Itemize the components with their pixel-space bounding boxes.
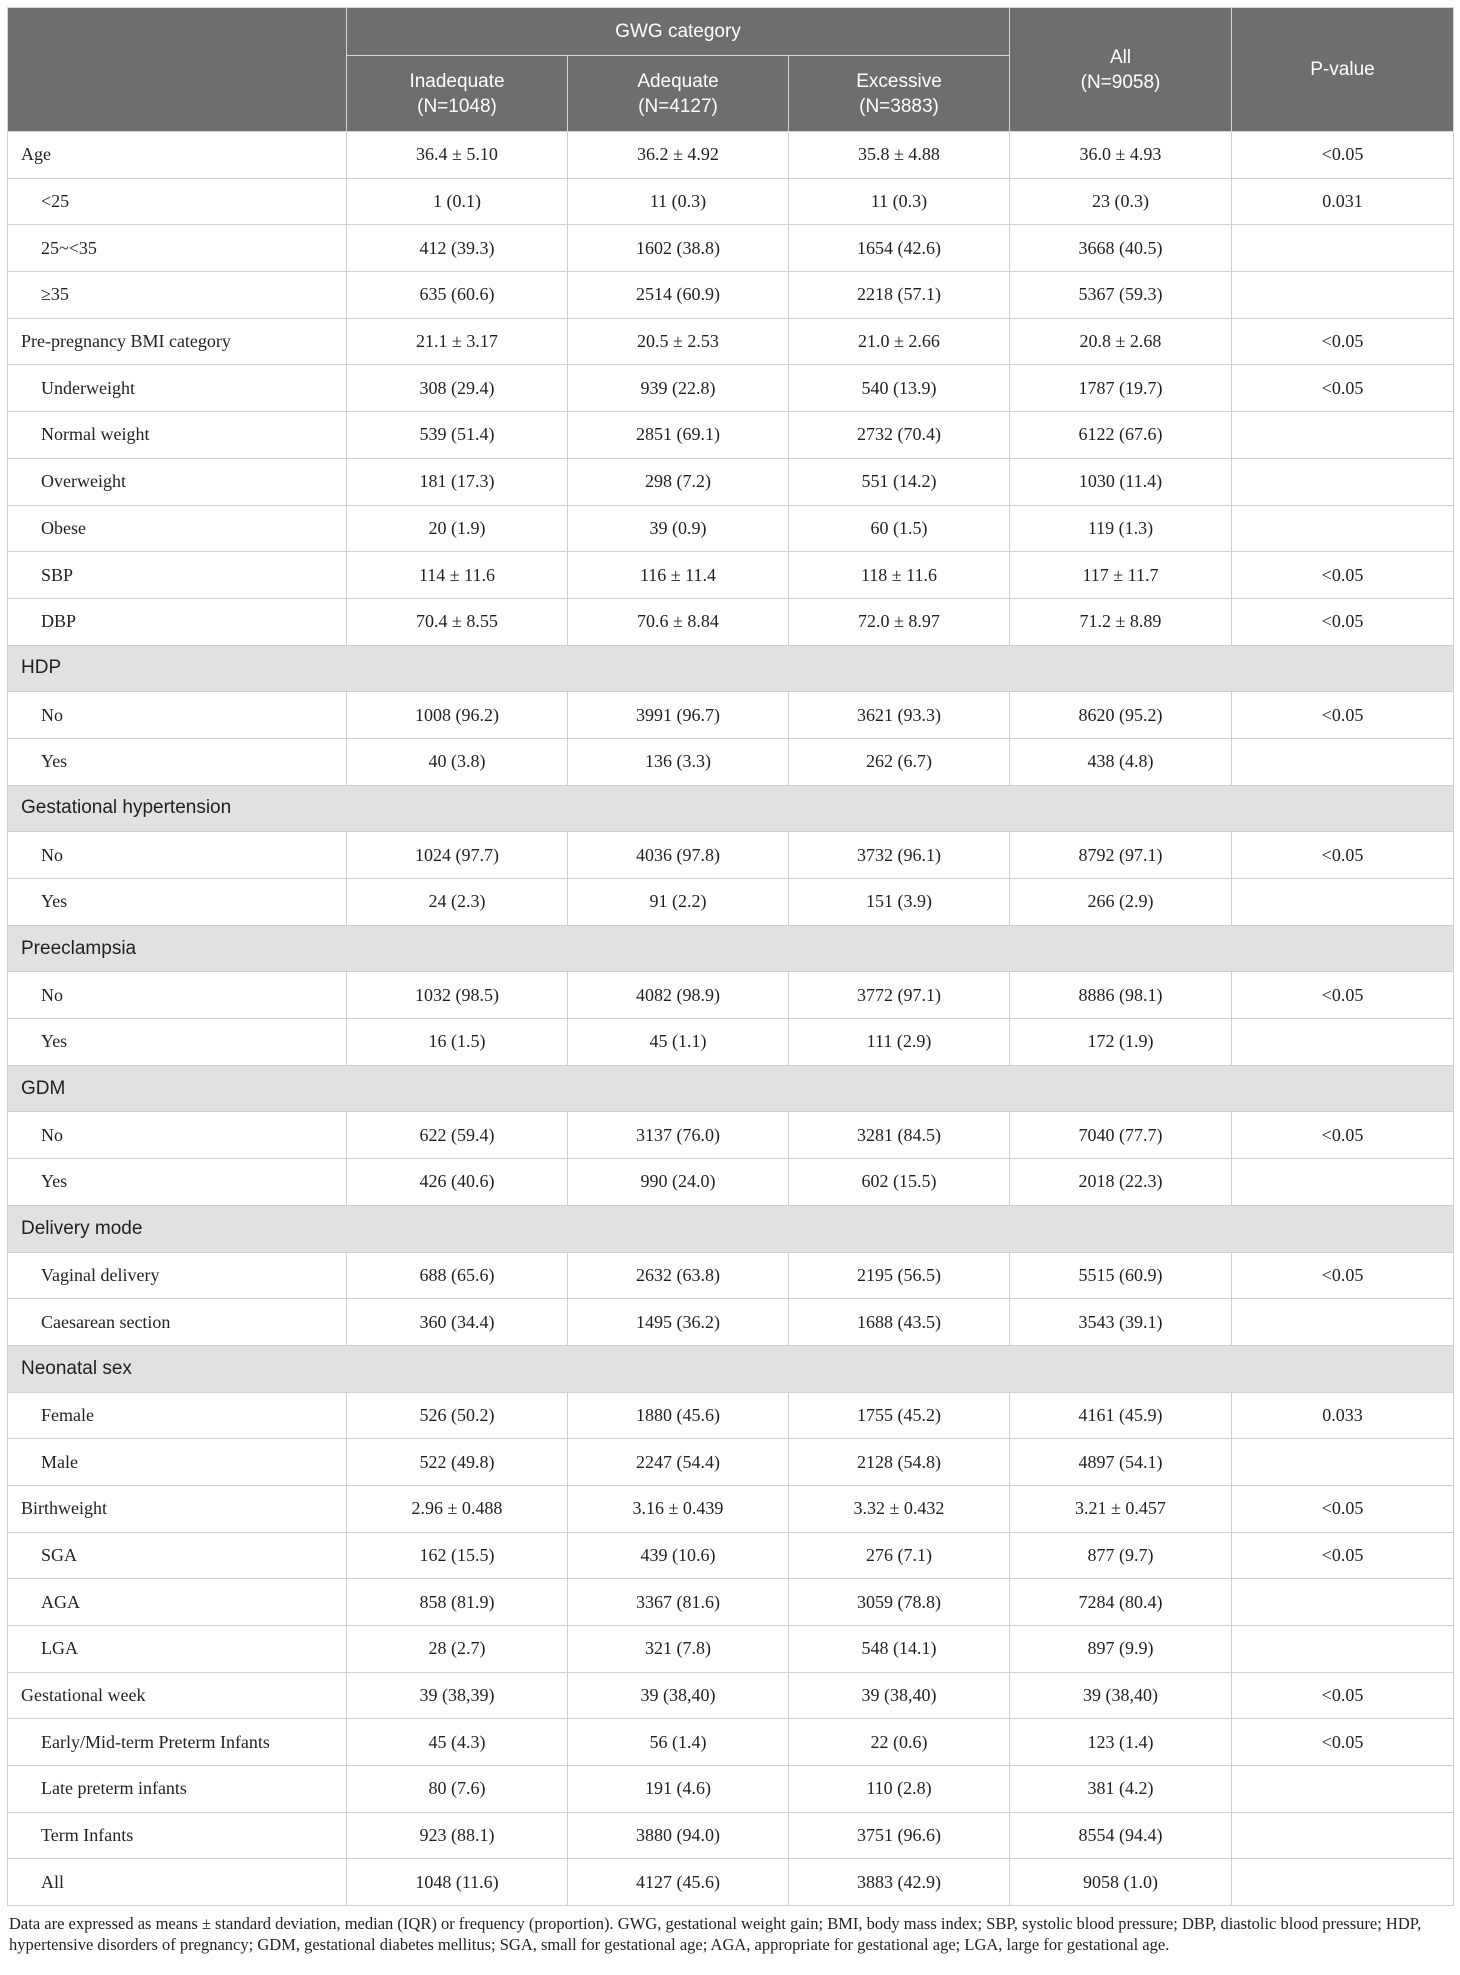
cell-adequate: 191 (4.6) [568, 1766, 789, 1813]
cell-inadequate: 181 (17.3) [347, 458, 568, 505]
table-row [8, 1159, 1454, 1206]
cell-pvalue: <0.05 [1232, 832, 1454, 879]
cell-pvalue [1232, 458, 1454, 505]
cell-all: 8620 (95.2) [1010, 692, 1232, 739]
cell-excessive: 602 (15.5) [789, 1159, 1010, 1206]
row-label: Early/Mid-term Preterm Infants [8, 1719, 347, 1766]
cell-all: 7284 (80.4) [1010, 1579, 1232, 1626]
row-label: No [8, 1112, 347, 1159]
table-row [8, 1392, 1454, 1439]
section-label: Delivery mode [8, 1205, 1454, 1252]
cell-pvalue [1232, 1159, 1454, 1206]
cell-adequate: 136 (3.3) [568, 738, 789, 785]
table-row [8, 458, 1454, 505]
cell-inadequate: 412 (39.3) [347, 225, 568, 272]
cell-all: 3668 (40.5) [1010, 225, 1232, 272]
cell-adequate: 3137 (76.0) [568, 1112, 789, 1159]
cell-adequate: 439 (10.6) [568, 1532, 789, 1579]
cell-pvalue: 0.031 [1232, 178, 1454, 225]
cell-inadequate: 923 (88.1) [347, 1812, 568, 1859]
cell-inadequate: 2.96 ± 0.488 [347, 1485, 568, 1532]
row-label: All [8, 1859, 347, 1906]
table-row [8, 365, 1454, 412]
cell-pvalue: <0.05 [1232, 552, 1454, 599]
cell-all: 123 (1.4) [1010, 1719, 1232, 1766]
table-row [8, 1485, 1454, 1532]
table-row [8, 1112, 1454, 1159]
header-excessive [789, 56, 1010, 132]
cell-excessive: 21.0 ± 2.66 [789, 318, 1010, 365]
cell-pvalue [1232, 505, 1454, 552]
row-label: SGA [8, 1532, 347, 1579]
table-row [8, 738, 1454, 785]
header-all-label: All [1109, 46, 1132, 68]
cell-adequate: 39 (0.9) [568, 505, 789, 552]
header-all-n: (N=9058) [1080, 71, 1161, 93]
header-inadequate-label: Inadequate [409, 70, 505, 92]
cell-adequate: 3367 (81.6) [568, 1579, 789, 1626]
cell-adequate: 56 (1.4) [568, 1719, 789, 1766]
cell-adequate: 11 (0.3) [568, 178, 789, 225]
cell-all: 3543 (39.1) [1010, 1299, 1232, 1346]
cell-all: 9058 (1.0) [1010, 1859, 1232, 1906]
cell-adequate: 939 (22.8) [568, 365, 789, 412]
cell-excessive: 110 (2.8) [789, 1766, 1010, 1813]
cell-excessive: 1755 (45.2) [789, 1392, 1010, 1439]
section-label: Preeclampsia [8, 925, 1454, 972]
cell-all: 1787 (19.7) [1010, 365, 1232, 412]
cell-adequate: 298 (7.2) [568, 458, 789, 505]
cell-all: 172 (1.9) [1010, 1019, 1232, 1066]
cell-all: 1030 (11.4) [1010, 458, 1232, 505]
table-row [8, 1019, 1454, 1066]
table-row [8, 178, 1454, 225]
row-label: Normal weight [8, 412, 347, 459]
cell-all: 897 (9.9) [1010, 1626, 1232, 1673]
cell-inadequate: 1 (0.1) [347, 178, 568, 225]
cell-inadequate: 635 (60.6) [347, 272, 568, 319]
cell-all: 36.0 ± 4.93 [1010, 132, 1232, 179]
cell-inadequate: 1032 (98.5) [347, 972, 568, 1019]
table-row [8, 412, 1454, 459]
row-label: LGA [8, 1626, 347, 1673]
cell-excessive: 39 (38,40) [789, 1672, 1010, 1719]
cell-all: 266 (2.9) [1010, 879, 1232, 926]
cell-excessive: 2128 (54.8) [789, 1439, 1010, 1486]
row-label: Birthweight [8, 1485, 347, 1532]
cell-inadequate: 114 ± 11.6 [347, 552, 568, 599]
cell-all: 119 (1.3) [1010, 505, 1232, 552]
cell-pvalue [1232, 1439, 1454, 1486]
cell-pvalue [1232, 1019, 1454, 1066]
cell-excessive: 151 (3.9) [789, 879, 1010, 926]
cell-excessive: 276 (7.1) [789, 1532, 1010, 1579]
cell-excessive: 1688 (43.5) [789, 1299, 1010, 1346]
header-excessive-n: (N=3883) [859, 95, 939, 117]
cell-excessive: 548 (14.1) [789, 1626, 1010, 1673]
row-label: No [8, 832, 347, 879]
cell-adequate: 3991 (96.7) [568, 692, 789, 739]
row-label: <25 [8, 178, 347, 225]
cell-pvalue: <0.05 [1232, 692, 1454, 739]
cell-pvalue [1232, 1579, 1454, 1626]
cell-all: 438 (4.8) [1010, 738, 1232, 785]
cell-excessive: 551 (14.2) [789, 458, 1010, 505]
table-row [8, 272, 1454, 319]
cell-adequate: 36.2 ± 4.92 [568, 132, 789, 179]
cell-excessive: 3.32 ± 0.432 [789, 1485, 1010, 1532]
header-adequate [568, 56, 789, 132]
header-group-gwg: GWG category [347, 8, 1010, 56]
cell-pvalue [1232, 738, 1454, 785]
cell-all: 5515 (60.9) [1010, 1252, 1232, 1299]
table-row [8, 598, 1454, 645]
cell-inadequate: 80 (7.6) [347, 1766, 568, 1813]
table-row [8, 879, 1454, 926]
cell-pvalue: <0.05 [1232, 1112, 1454, 1159]
table-row [8, 225, 1454, 272]
cell-adequate: 45 (1.1) [568, 1019, 789, 1066]
table-row [8, 505, 1454, 552]
cell-inadequate: 360 (34.4) [347, 1299, 568, 1346]
section-row [8, 925, 1454, 972]
cell-inadequate: 426 (40.6) [347, 1159, 568, 1206]
cell-adequate: 116 ± 11.4 [568, 552, 789, 599]
cell-adequate: 1880 (45.6) [568, 1392, 789, 1439]
cell-all: 39 (38,40) [1010, 1672, 1232, 1719]
header-inadequate-n: (N=1048) [417, 95, 497, 117]
cell-inadequate: 36.4 ± 5.10 [347, 132, 568, 179]
cell-pvalue: <0.05 [1232, 1252, 1454, 1299]
cell-inadequate: 24 (2.3) [347, 879, 568, 926]
cell-adequate: 2247 (54.4) [568, 1439, 789, 1486]
section-row [8, 785, 1454, 832]
cell-excessive: 11 (0.3) [789, 178, 1010, 225]
cell-all: 117 ± 11.7 [1010, 552, 1232, 599]
cell-inadequate: 1008 (96.2) [347, 692, 568, 739]
cell-excessive: 540 (13.9) [789, 365, 1010, 412]
table-row [8, 692, 1454, 739]
characteristics-table [7, 7, 1454, 1906]
cell-adequate: 3880 (94.0) [568, 1812, 789, 1859]
row-label: DBP [8, 598, 347, 645]
cell-all: 71.2 ± 8.89 [1010, 598, 1232, 645]
header-pvalue: P-value [1232, 8, 1454, 132]
table-row [8, 318, 1454, 365]
cell-inadequate: 526 (50.2) [347, 1392, 568, 1439]
section-label: Gestational hypertension [8, 785, 1454, 832]
table-row [8, 1439, 1454, 1486]
row-label: Late preterm infants [8, 1766, 347, 1813]
cell-inadequate: 45 (4.3) [347, 1719, 568, 1766]
table-row [8, 972, 1454, 1019]
cell-inadequate: 20 (1.9) [347, 505, 568, 552]
header-inadequate [347, 56, 568, 132]
cell-adequate: 2632 (63.8) [568, 1252, 789, 1299]
cell-adequate: 1602 (38.8) [568, 225, 789, 272]
cell-pvalue: <0.05 [1232, 1719, 1454, 1766]
cell-excessive: 3772 (97.1) [789, 972, 1010, 1019]
table-row [8, 552, 1454, 599]
cell-inadequate: 522 (49.8) [347, 1439, 568, 1486]
row-label: Underweight [8, 365, 347, 412]
cell-inadequate: 1024 (97.7) [347, 832, 568, 879]
cell-pvalue [1232, 272, 1454, 319]
cell-inadequate: 1048 (11.6) [347, 1859, 568, 1906]
cell-adequate: 2514 (60.9) [568, 272, 789, 319]
row-label: SBP [8, 552, 347, 599]
cell-adequate: 4127 (45.6) [568, 1859, 789, 1906]
cell-all: 6122 (67.6) [1010, 412, 1232, 459]
row-label: Female [8, 1392, 347, 1439]
cell-all: 7040 (77.7) [1010, 1112, 1232, 1159]
cell-adequate: 91 (2.2) [568, 879, 789, 926]
row-label: Overweight [8, 458, 347, 505]
table-row [8, 1672, 1454, 1719]
cell-excessive: 3621 (93.3) [789, 692, 1010, 739]
cell-all: 2018 (22.3) [1010, 1159, 1232, 1206]
cell-all: 8554 (94.4) [1010, 1812, 1232, 1859]
table-row [8, 1812, 1454, 1859]
row-label: 25~<35 [8, 225, 347, 272]
row-label: No [8, 972, 347, 1019]
section-row [8, 1345, 1454, 1392]
header-all [1010, 8, 1232, 132]
cell-all: 381 (4.2) [1010, 1766, 1232, 1813]
row-label: Vaginal delivery [8, 1252, 347, 1299]
cell-excessive: 118 ± 11.6 [789, 552, 1010, 599]
cell-excessive: 3883 (42.9) [789, 1859, 1010, 1906]
table-row [8, 832, 1454, 879]
header-excessive-label: Excessive [856, 70, 942, 92]
cell-adequate: 39 (38,40) [568, 1672, 789, 1719]
row-label: AGA [8, 1579, 347, 1626]
cell-excessive: 3281 (84.5) [789, 1112, 1010, 1159]
row-label: Age [8, 132, 347, 179]
cell-inadequate: 21.1 ± 3.17 [347, 318, 568, 365]
cell-pvalue: <0.05 [1232, 972, 1454, 1019]
cell-excessive: 3059 (78.8) [789, 1579, 1010, 1626]
cell-adequate: 3.16 ± 0.439 [568, 1485, 789, 1532]
table-row [8, 1252, 1454, 1299]
cell-all: 5367 (59.3) [1010, 272, 1232, 319]
cell-pvalue [1232, 225, 1454, 272]
cell-pvalue: <0.05 [1232, 1485, 1454, 1532]
section-label: Neonatal sex [8, 1345, 1454, 1392]
cell-all: 23 (0.3) [1010, 178, 1232, 225]
cell-inadequate: 16 (1.5) [347, 1019, 568, 1066]
cell-excessive: 262 (6.7) [789, 738, 1010, 785]
header-adequate-label: Adequate [637, 70, 719, 92]
cell-adequate: 1495 (36.2) [568, 1299, 789, 1346]
header-blank-cell [8, 8, 347, 132]
cell-excessive: 3732 (96.1) [789, 832, 1010, 879]
section-row [8, 645, 1454, 692]
row-label: Male [8, 1439, 347, 1486]
cell-adequate: 2851 (69.1) [568, 412, 789, 459]
row-label: Gestational week [8, 1672, 347, 1719]
cell-excessive: 22 (0.6) [789, 1719, 1010, 1766]
table-row [8, 1626, 1454, 1673]
cell-adequate: 4082 (98.9) [568, 972, 789, 1019]
table-row [8, 132, 1454, 179]
cell-pvalue [1232, 1859, 1454, 1906]
row-label: Yes [8, 1019, 347, 1066]
cell-pvalue: <0.05 [1232, 1672, 1454, 1719]
cell-inadequate: 308 (29.4) [347, 365, 568, 412]
table-row [8, 1859, 1454, 1906]
cell-excessive: 2218 (57.1) [789, 272, 1010, 319]
cell-inadequate: 622 (59.4) [347, 1112, 568, 1159]
cell-excessive: 2195 (56.5) [789, 1252, 1010, 1299]
cell-all: 20.8 ± 2.68 [1010, 318, 1232, 365]
cell-excessive: 35.8 ± 4.88 [789, 132, 1010, 179]
row-label: Pre-pregnancy BMI category [8, 318, 347, 365]
cell-inadequate: 39 (38,39) [347, 1672, 568, 1719]
section-row [8, 1205, 1454, 1252]
cell-excessive: 60 (1.5) [789, 505, 1010, 552]
cell-pvalue: <0.05 [1232, 132, 1454, 179]
cell-pvalue: <0.05 [1232, 1532, 1454, 1579]
cell-all: 8792 (97.1) [1010, 832, 1232, 879]
row-label: Yes [8, 1159, 347, 1206]
cell-pvalue [1232, 1812, 1454, 1859]
cell-adequate: 70.6 ± 8.84 [568, 598, 789, 645]
cell-all: 8886 (98.1) [1010, 972, 1232, 1019]
table-footnote: Data are expressed as means ± standard deviation, median (IQR) or frequency (proportion). GWG, gestational weight gain; BMI, body mass index; SBP, systolic blood pressure; DBP, diastolic blood pressure; HDP, hypertensive disorders of pregnancy; GDM, gestational diabetes mellitus; SGA, small for gestational age; AGA, appropriate for gestational age; LGA, large for gestational age. [9, 1914, 1422, 1955]
cell-excessive: 1654 (42.6) [789, 225, 1010, 272]
table-row [8, 1719, 1454, 1766]
row-label: Obese [8, 505, 347, 552]
cell-excessive: 111 (2.9) [789, 1019, 1010, 1066]
cell-pvalue [1232, 1626, 1454, 1673]
cell-all: 877 (9.7) [1010, 1532, 1232, 1579]
section-row [8, 1065, 1454, 1112]
cell-inadequate: 70.4 ± 8.55 [347, 598, 568, 645]
row-label: No [8, 692, 347, 739]
section-label: HDP [8, 645, 1454, 692]
cell-inadequate: 40 (3.8) [347, 738, 568, 785]
cell-excessive: 72.0 ± 8.97 [789, 598, 1010, 645]
cell-inadequate: 858 (81.9) [347, 1579, 568, 1626]
cell-adequate: 990 (24.0) [568, 1159, 789, 1206]
header-adequate-n: (N=4127) [638, 95, 718, 117]
table-row [8, 1299, 1454, 1346]
cell-adequate: 20.5 ± 2.53 [568, 318, 789, 365]
cell-adequate: 4036 (97.8) [568, 832, 789, 879]
cell-inadequate: 688 (65.6) [347, 1252, 568, 1299]
row-label: ≥35 [8, 272, 347, 319]
cell-pvalue: <0.05 [1232, 318, 1454, 365]
cell-excessive: 3751 (96.6) [789, 1812, 1010, 1859]
row-label: Caesarean section [8, 1299, 347, 1346]
cell-pvalue: <0.05 [1232, 365, 1454, 412]
table-row [8, 1532, 1454, 1579]
table-container [7, 7, 1453, 1955]
cell-all: 3.21 ± 0.457 [1010, 1485, 1232, 1532]
cell-adequate: 321 (7.8) [568, 1626, 789, 1673]
cell-inadequate: 28 (2.7) [347, 1626, 568, 1673]
table-header [8, 8, 1454, 132]
row-label: Term Infants [8, 1812, 347, 1859]
table-body [8, 132, 1454, 1906]
cell-excessive: 2732 (70.4) [789, 412, 1010, 459]
cell-inadequate: 539 (51.4) [347, 412, 568, 459]
cell-pvalue [1232, 412, 1454, 459]
cell-pvalue: 0.033 [1232, 1392, 1454, 1439]
cell-pvalue [1232, 1299, 1454, 1346]
cell-pvalue: <0.05 [1232, 598, 1454, 645]
section-label: GDM [8, 1065, 1454, 1112]
row-label: Yes [8, 879, 347, 926]
cell-pvalue [1232, 879, 1454, 926]
cell-pvalue [1232, 1766, 1454, 1813]
table-row [8, 1579, 1454, 1626]
row-label: Yes [8, 738, 347, 785]
cell-inadequate: 162 (15.5) [347, 1532, 568, 1579]
cell-all: 4897 (54.1) [1010, 1439, 1232, 1486]
cell-all: 4161 (45.9) [1010, 1392, 1232, 1439]
table-row [8, 1766, 1454, 1813]
